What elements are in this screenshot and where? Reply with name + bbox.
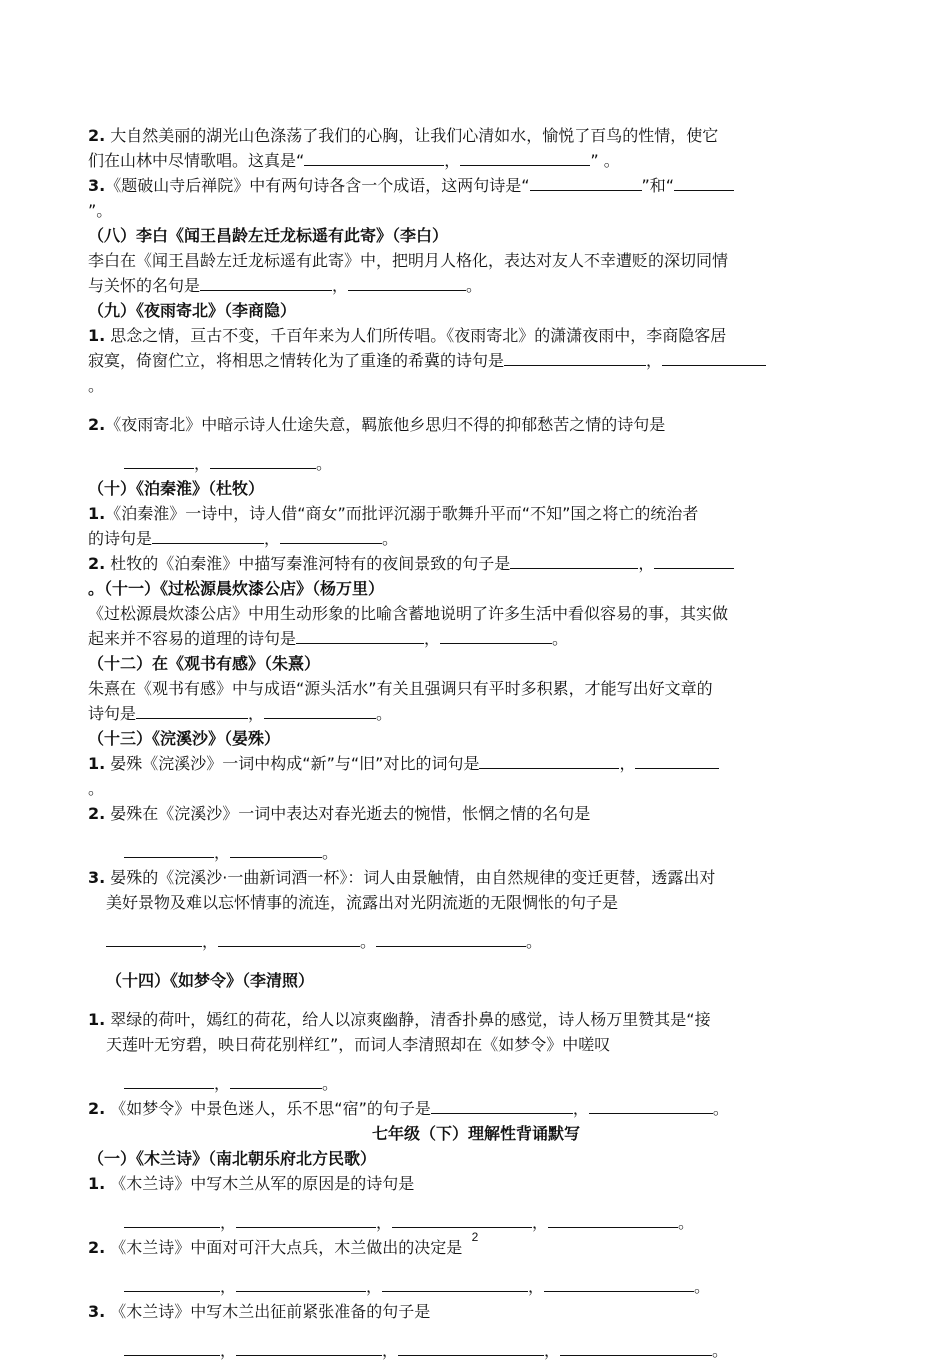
answer-blank[interactable] (431, 1098, 573, 1114)
answer-blank[interactable] (136, 703, 248, 719)
answer-blank[interactable] (296, 628, 424, 644)
answer-blank[interactable] (124, 453, 194, 469)
answer-blank[interactable] (510, 553, 638, 569)
answer-blank[interactable] (230, 842, 322, 858)
answer-blank[interactable] (654, 553, 734, 569)
question-line: 1. 晏殊《浣溪沙》一词中构成“新”与“旧”对比的词句是 ， (88, 751, 864, 776)
question-line: 2. 《如梦令》中景色迷人，乐不思“宿”的句子是 ， 。 (88, 1099, 729, 1118)
answer-blank[interactable] (392, 1212, 532, 1228)
answer-blank[interactable] (200, 275, 332, 291)
answer-blank[interactable] (548, 1212, 678, 1228)
answer-blank[interactable] (124, 1212, 220, 1228)
answer-blank[interactable] (230, 1073, 322, 1089)
answer-blank[interactable] (124, 1340, 220, 1356)
question-line: ， 。 (88, 840, 864, 865)
question-line: 2. 大自然美丽的湖光山色涤荡了我们的心胸，让我们心清如水，愉悦了百鸟的性情，使它 (88, 126, 719, 145)
question-line: 2. 杜牧的《泊秦淮》中描写秦淮河特有的夜间景致的句子是 ， (88, 551, 864, 576)
answer-blank[interactable] (218, 931, 360, 947)
question-line: ， 。 (88, 1071, 864, 1096)
question-line: 2. 晏殊在《浣溪沙》一词中表达对春光逝去的惋惜，怅惘之情的名句是 (88, 804, 591, 823)
question-line: 诗句是 ， 。 (88, 704, 393, 723)
section-heading: （十）《泊秦淮》（杜牧） (88, 479, 265, 498)
answer-blank[interactable] (662, 350, 766, 366)
section-heading: （八）李白《闻王昌龄左迁龙标遥有此寄》（李白） (88, 226, 449, 245)
answer-blank[interactable] (530, 175, 642, 191)
question-line: 。 (88, 376, 105, 395)
section-heading: 。（十一）《过松源晨炊漆公店》（杨万里） (88, 579, 385, 598)
section-heading: （九）《夜雨寄北》（李商隐） (88, 301, 297, 320)
answer-blank[interactable] (264, 703, 376, 719)
question-line: ”。 (88, 201, 113, 220)
answer-blank[interactable] (440, 628, 552, 644)
question-line: 美好景物及难以忘怀情事的流连，流露出对光阴流逝的无限惆怅的句子是 (106, 893, 619, 912)
answer-blank[interactable] (152, 528, 264, 544)
answer-blank[interactable] (460, 150, 590, 166)
question-line: 1. 翠绿的荷叶，嫣红的荷花，给人以凉爽幽静，清香扑鼻的感觉，诗人杨万里赞其是“接 (88, 1010, 711, 1029)
answer-blank[interactable] (479, 753, 619, 769)
question-line: 天莲叶无穷碧，映日荷花别样红”，而词人李清照却在《如梦令》中嗟叹 (106, 1035, 611, 1054)
question-line: ， 。 。 (88, 929, 864, 954)
question-line: 。 (88, 779, 105, 798)
section-heading: （十二）在《观书有感》（朱熹） (88, 654, 321, 673)
question-line: ， ， ， 。 (88, 1210, 864, 1235)
page-number: 2 (471, 1230, 479, 1244)
answer-blank[interactable] (106, 931, 202, 947)
answer-blank[interactable] (376, 931, 526, 947)
answer-blank[interactable] (382, 1276, 528, 1292)
question-line: 朱熹在《观书有感》中与成语“源头活水”有关且强调只有平时多积累，才能写出好文章的 (88, 679, 713, 698)
question-line: 与关怀的名句是 ， 。 (88, 276, 483, 295)
answer-blank[interactable] (124, 1073, 214, 1089)
answer-blank[interactable] (304, 150, 444, 166)
question-line: 寂寞，倚窗伫立，将相思之情转化为了重逢的希冀的诗句是 ， (88, 348, 864, 373)
answer-blank[interactable] (124, 1276, 220, 1292)
question-line: 3. 《木兰诗》中写木兰出征前紧张准备的句子是 (88, 1302, 431, 1321)
grade-title: 七年级（下）理解性背诵默写 (371, 1124, 580, 1143)
answer-blank[interactable] (635, 753, 719, 769)
question-line: 1.《泊秦淮》一诗中，诗人借“商女”而批评沉溺于歌舞升平而“不知”国之将亡的统治者 (88, 504, 699, 523)
answer-blank[interactable] (236, 1212, 376, 1228)
answer-blank[interactable] (280, 528, 382, 544)
question-line: 3.《题破山寺后禅院》中有两句诗各含一个成语，这两句诗是“ ”和“ (88, 173, 864, 198)
answer-blank[interactable] (674, 175, 734, 191)
answer-blank[interactable] (124, 842, 214, 858)
section-heading: （十三）《浣溪沙》（晏殊） (88, 729, 281, 748)
question-line: 1. 《木兰诗》中写木兰从军的原因是的诗句是 (88, 1174, 415, 1193)
document-body (88, 123, 864, 1363)
question-line: 的诗句是 ， 。 (88, 529, 399, 548)
question-line: 李白在《闻王昌龄左迁龙标遥有此寄》中，把明月人格化，表达对友人不幸遭贬的深切同情 (88, 251, 729, 270)
answer-blank[interactable] (589, 1098, 713, 1114)
question-line: 2.《夜雨寄北》中暗示诗人仕途失意，羁旅他乡思归不得的抑郁愁苦之情的诗句是 (88, 415, 666, 434)
question-line: 1. 思念之情，亘古不变，千百年来为人们所传唱。《夜雨寄北》的潇潇夜雨中，李商隐客居 (88, 326, 727, 345)
section-heading: （十四）《如梦令》（李清照） (106, 971, 315, 990)
question-line: ， ， ， 。 (88, 1274, 864, 1299)
answer-blank[interactable] (348, 275, 466, 291)
answer-blank[interactable] (210, 453, 316, 469)
question-line: 起来并不容易的道理的诗句是 ， 。 (88, 629, 569, 648)
answer-blank[interactable] (236, 1340, 382, 1356)
question-line: ， ， ， 。 (88, 1338, 864, 1363)
question-line: 3. 晏殊的《浣溪沙·一曲新词酒一杯》：词人由景触情，由自然规律的变迁更替，透露出对 (88, 868, 716, 887)
question-line: 2. 《木兰诗》中面对可汗大点兵，木兰做出的决定是 (88, 1238, 463, 1257)
question-line: ， 。 (88, 451, 864, 476)
answer-blank[interactable] (236, 1276, 366, 1292)
answer-blank[interactable] (544, 1276, 694, 1292)
section-heading: （一）《木兰诗》（南北朝乐府北方民歌） (88, 1149, 377, 1168)
answer-blank[interactable] (398, 1340, 544, 1356)
answer-blank[interactable] (504, 350, 646, 366)
question-line: 们在山林中尽情歌唱。这真是“ ， ” 。 (88, 151, 620, 170)
question-line: 《过松源晨炊漆公店》中用生动形象的比喻含蓄地说明了许多生活中看似容易的事，其实做 (88, 604, 729, 623)
answer-blank[interactable] (560, 1340, 712, 1356)
